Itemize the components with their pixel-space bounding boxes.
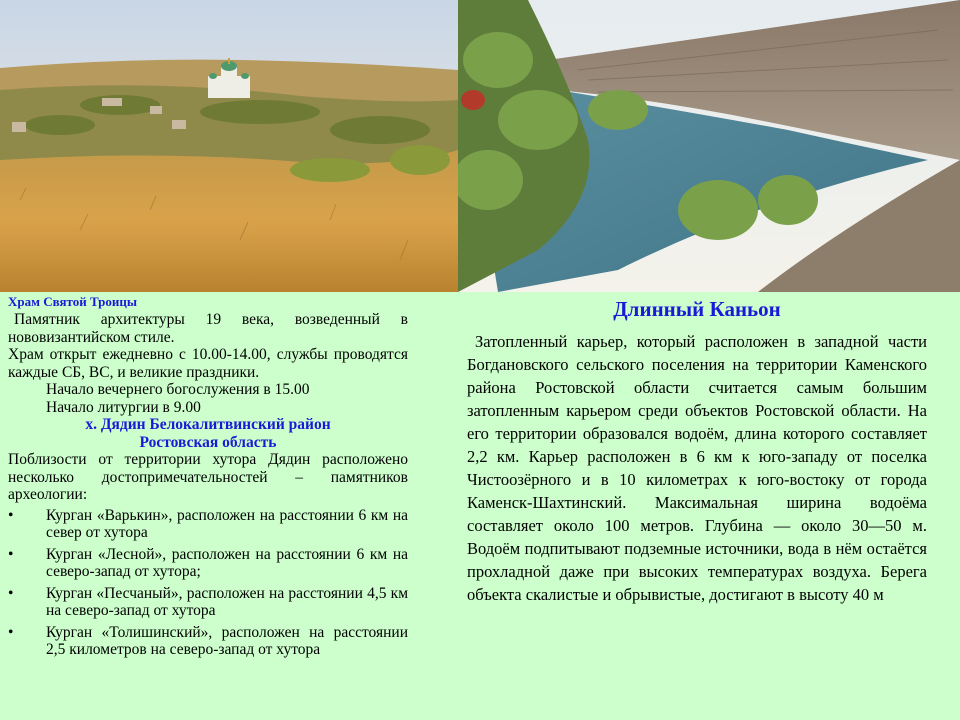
canyon-lake-photo — [458, 0, 960, 292]
place-title: х. Дядин Белокалитвинский район — [85, 416, 331, 433]
list-item: • Курган «Толишинский», расположен на расстоянии 2,5 километров на северо-запад от хутора — [8, 623, 408, 658]
bullet-icon: • — [8, 545, 14, 563]
bullet-icon: • — [8, 584, 14, 602]
monuments-list — [8, 507, 408, 659]
list-item: • Курган «Песчаный», расположен на расстоянии 4,5 км на северо-запад от хутора — [8, 584, 408, 619]
canyon-title: Длинный Каньон — [613, 297, 781, 321]
church-title: Храм Святой Троицы — [8, 294, 137, 309]
evening-service-time: Начало вечернего богослужения в 15.00 — [46, 381, 310, 398]
canyon-description: Затопленный карьер, который расположен в западной части Богдановского сельского поселения на территории Каменского района Ростовской области считается самым большим затопленным карьером среди объектов Ростовской области. На его территории образовался водоём, длина которого составляет 2,2 км. Карьер расположен в 6 км к юго-западу от поселка Чистоозёрного и в 10 километрах к юго-востоку от города Каменск-Шахтинский. Максимальная ширина водоёма составляет около 100 метров. Глубина — около 30—50 м. Водоём подпитывают подземные источники, вода в нём остаётся прохладной даже при высоких температурах воздуха. Берега объекта скалистые и обрывистые, достигают в высоту 40 м — [467, 332, 927, 604]
canyon-info-column — [467, 296, 927, 606]
church-hours: Храм открыт ежедневно с 10.00-14.00, службы проводятся каждые СБ, ВС, и великие праздники. — [8, 346, 408, 381]
church-landscape-photo — [0, 0, 458, 292]
region-title: Ростовская область — [139, 433, 277, 451]
church-description: Памятник архитектуры 19 века, возведенный в нововизантийском стиле. — [8, 311, 408, 346]
bullet-icon: • — [8, 506, 14, 524]
monuments-intro: Поблизости от территории хутора Дядин расположено несколько достопримечательностей – памятников археологии: — [8, 451, 408, 503]
list-item: • Курган «Варькин», расположен на расстоянии 6 км на север от хутора — [8, 506, 408, 541]
bullet-icon: • — [8, 623, 14, 641]
list-item: • Курган «Лесной», расположен на расстоянии 6 км на северо-запад от хутора; — [8, 545, 408, 580]
liturgy-time: Начало литургии в 9.00 — [46, 398, 201, 416]
church-info-column — [8, 293, 408, 663]
